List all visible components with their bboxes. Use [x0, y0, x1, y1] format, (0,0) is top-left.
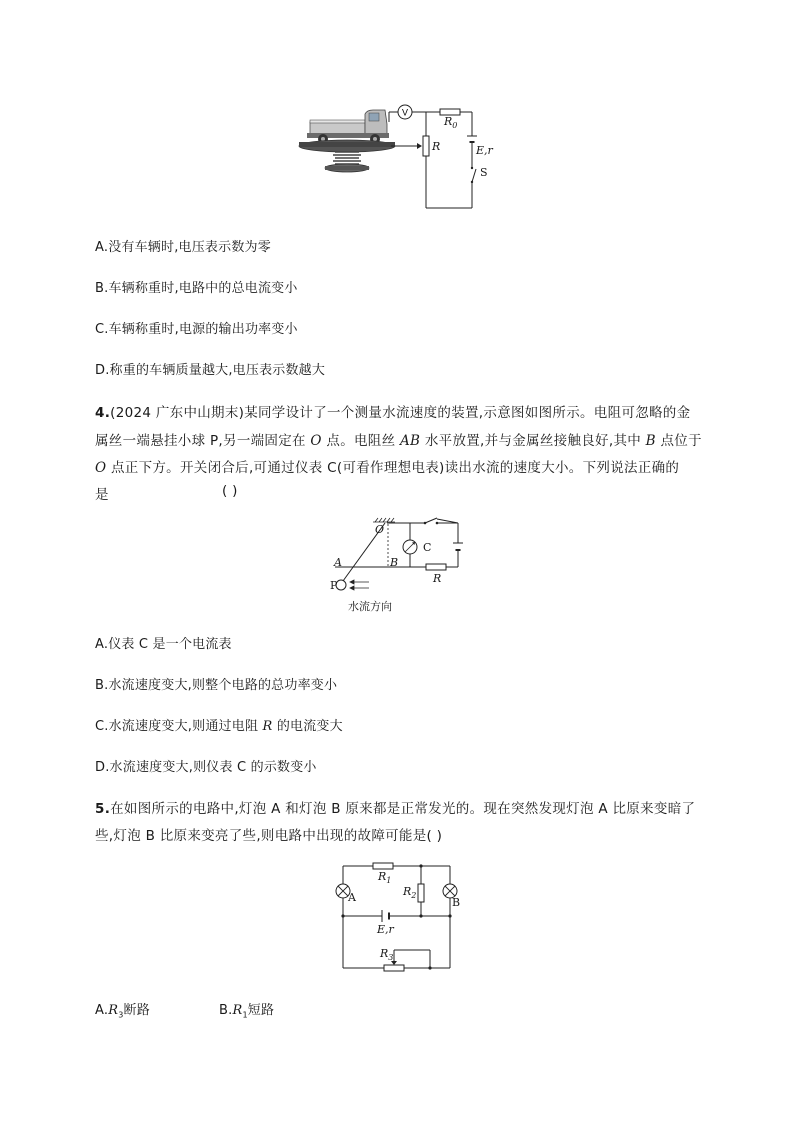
resistor-r1 [373, 863, 393, 869]
battery-icon [453, 543, 463, 550]
q3-option-c: C.车辆称重时,电源的输出功率变小 [95, 322, 298, 337]
rheostat-r3 [384, 965, 404, 971]
fig2-r-label: R [433, 572, 442, 585]
q4-stem-line3: O 点正下方。开关闭合后,可通过仪表 C(可看作理想电表)读出水流的速度大小。下列说法正确的 [95, 460, 680, 476]
fig2-flow-label: 水流方向 [348, 600, 392, 613]
fig1-r-label: R [432, 140, 441, 153]
fig1-r0-label: $R_0$ [444, 115, 458, 131]
fig2-c-label: C [423, 541, 432, 554]
q5-number: 5. [95, 801, 111, 817]
fig2-o-label: O [375, 523, 385, 536]
ball-p-icon [336, 580, 346, 590]
truck-illustration [307, 110, 389, 144]
q4-option-a: A.仪表 C 是一个电流表 [95, 637, 232, 652]
fig3-a-label: A [348, 891, 356, 904]
fig3-er-label: E,r [377, 923, 394, 936]
q3-option-d: D.称重的车辆质量越大,电压表示数越大 [95, 363, 326, 378]
fig2-p-label: P [330, 579, 338, 592]
figure-lamp-circuit [332, 858, 462, 974]
fig3-r2-label: $R_2$ [403, 885, 417, 901]
q4-option-b: B.水流速度变大,则整个电路的总功率变小 [95, 678, 338, 693]
fig2-b-label: B [390, 556, 399, 569]
q4-option-d: D.水流速度变大,则仪表 C 的示数变小 [95, 760, 317, 775]
figure-truck-scale [295, 98, 505, 212]
resistor-r2 [418, 884, 424, 902]
q5-stem-line1: 5.在如图所示的电路中,灯泡 A 和灯泡 B 原来都是正常发光的。现在突然发现灯泡 A 比原来变暗了 [95, 801, 696, 817]
battery-icon [467, 136, 477, 142]
fig2-a-label: A [334, 556, 342, 569]
q4-stem-line4: 是 [95, 487, 109, 503]
fig1-er-label: E,r [476, 144, 493, 157]
q5-option-a: $A.R_3$断路 [95, 1003, 150, 1020]
fig3-b-label: B [452, 896, 461, 909]
q4-number: 4. [95, 405, 111, 421]
battery-icon [382, 910, 389, 922]
q5-stem-line2: 些,灯泡 B 比原来变亮了些,则电路中出现的故障可能是( ) [95, 828, 443, 844]
q4-stem-line2: 属丝一端悬挂小球 P,另一端固定在 O 点。电阻丝 AB 水平放置,并与金属丝接触良好,其中 B 点位于 [95, 433, 702, 449]
q4-stem-line1: 4.(2024 广东中山期末)某同学设计了一个测量水流速度的装置,示意图如图所示。电阻可忽略的金 [95, 405, 691, 421]
q3-option-b: B.车辆称重时,电路中的总电流变小 [95, 281, 298, 296]
voltmeter-label: V [401, 107, 409, 118]
q5-option-b: $B.R_1$短路 [219, 1003, 275, 1020]
fig3-r1-label: $R_1$ [378, 870, 392, 886]
resistor-r [426, 564, 446, 570]
q4-answer-paren: ( ) [222, 483, 238, 499]
rheostat-r [423, 136, 429, 156]
q3-option-a: A.没有车辆时,电压表示数为零 [95, 240, 271, 255]
flow-arrows-icon [350, 580, 369, 590]
switch-icon [471, 167, 476, 183]
switch-icon [424, 518, 458, 524]
fig1-s-label: S [480, 166, 488, 179]
scale-platform [299, 140, 395, 172]
fig3-r3-label: $R_3$ [380, 947, 394, 963]
q4-option-c: C.水流速度变大,则通过电阻 R 的电流变大 [95, 719, 343, 734]
